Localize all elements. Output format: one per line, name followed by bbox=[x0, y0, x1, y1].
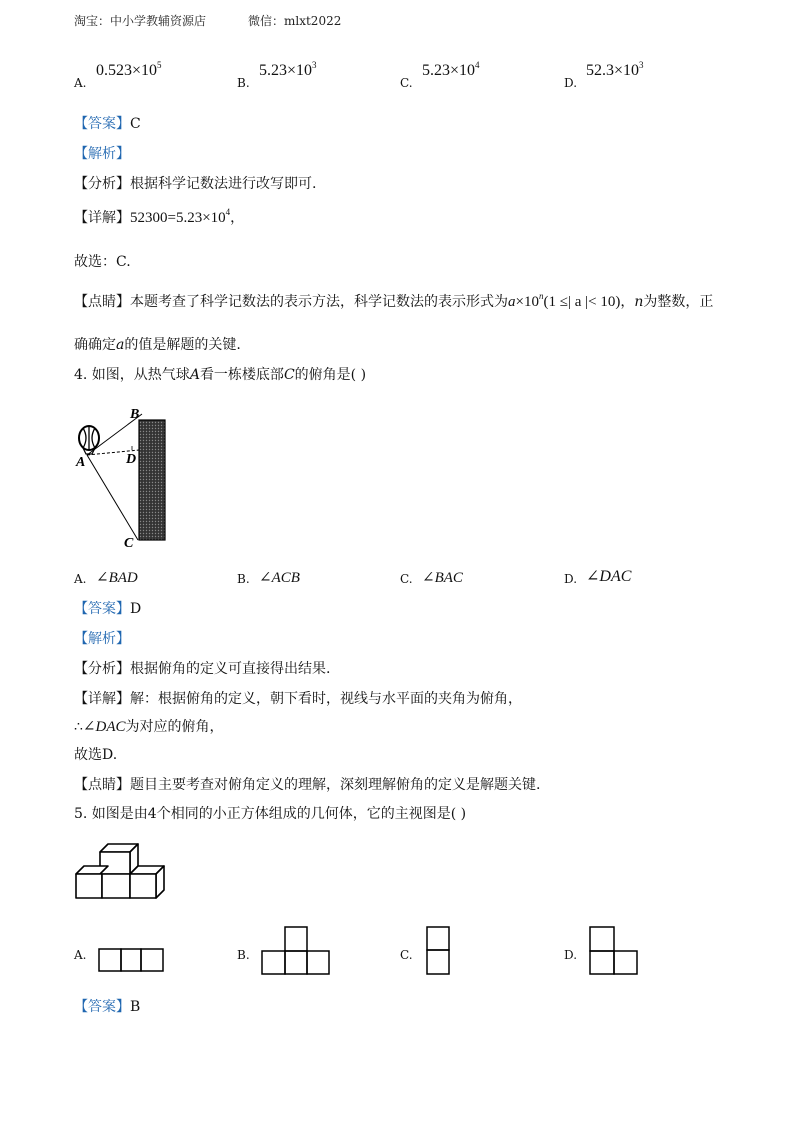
therefore-symbol: ∴ bbox=[74, 719, 83, 735]
q5-option-a-figure bbox=[98, 948, 166, 974]
q3-option-d-exp: 3 bbox=[639, 60, 644, 70]
q3-option-d-times: ×10 bbox=[614, 62, 640, 79]
q3-option-c-exp: 4 bbox=[475, 60, 480, 70]
label-c: C bbox=[124, 536, 134, 551]
q5-stem: 5. 如图是由4个相同的小正方体组成的几何体，它的主视图是( ) bbox=[74, 806, 467, 822]
q3-option-b-letter: B. bbox=[237, 76, 250, 90]
q3-dianjing-formula-paren: (1 ≤| a |< 10) bbox=[543, 294, 621, 310]
q3-option-c-letter: C. bbox=[400, 76, 413, 90]
q4-stem-c: C bbox=[283, 367, 295, 383]
answer-tag: 【答案】 bbox=[74, 116, 130, 132]
q3-option-d-value bbox=[586, 60, 644, 80]
q3-option-b-value bbox=[259, 60, 317, 80]
q3-fenxi-text: 根据科学记数法进行改写即可. bbox=[130, 176, 317, 192]
q4-fenxi bbox=[74, 658, 330, 678]
bottom-cube-3 bbox=[130, 874, 156, 898]
q3-dianjing-line2-pre: 确确定 bbox=[74, 337, 116, 353]
q4-option-b-letter: B. bbox=[237, 572, 250, 586]
q4-stem bbox=[74, 364, 366, 384]
q3-dianjing-pre: 本题考查了科学记数法的表示方法，科学记数法的表示形式为 bbox=[130, 294, 508, 310]
q3-xiangjie-expr-exp: 4 bbox=[225, 207, 231, 217]
q3-answer bbox=[74, 113, 141, 133]
q3-option-d-letter: D. bbox=[564, 76, 578, 90]
q3-option-c-times: ×10 bbox=[450, 62, 476, 79]
q5-cube-figure bbox=[72, 840, 172, 904]
header-wechat: 微信：mlxt2022 bbox=[248, 14, 342, 28]
q3-dianjing-line2-post: 的值是解题的关键. bbox=[124, 337, 241, 353]
q4-answer-value: D bbox=[130, 601, 142, 617]
q3-dianjing-line1 bbox=[74, 291, 713, 311]
bottom-cube-2 bbox=[102, 874, 130, 898]
q3-analysis-tag: 【解析】 bbox=[74, 146, 130, 162]
q3-option-a-letter: A. bbox=[74, 76, 87, 90]
q4-option-c-text: ∠BAC bbox=[422, 570, 463, 586]
q5-option-b-letter: B. bbox=[237, 948, 250, 962]
dianjing-tag: 【点睛】 bbox=[74, 777, 130, 793]
fenxi-tag: 【分析】 bbox=[74, 661, 130, 677]
q3-option-b-mantissa: 5.23 bbox=[259, 62, 287, 79]
header-shop: 淘宝：中小学教辅资源店 bbox=[74, 14, 207, 28]
q3-option-b-times: ×10 bbox=[287, 62, 313, 79]
building-rect bbox=[139, 420, 165, 540]
top-cube-front-face bbox=[100, 852, 130, 874]
q3-fenxi bbox=[74, 173, 316, 193]
q3-option-a-mantissa: 0.523 bbox=[96, 62, 132, 79]
q4-answer bbox=[74, 598, 141, 618]
q3-dianjing-formula-exp: n bbox=[538, 291, 544, 301]
q3-option-b-exp: 3 bbox=[312, 60, 317, 70]
q4-option-b-text: ∠ACB bbox=[259, 570, 300, 586]
q3-dianjing-formula-times: ×10 bbox=[515, 294, 539, 310]
bottom-cube-1 bbox=[76, 874, 102, 898]
q3-dianjing-formula bbox=[508, 291, 621, 310]
q4-option-a-letter: A. bbox=[74, 572, 87, 586]
label-d: D bbox=[126, 452, 137, 467]
q4-dianjing bbox=[74, 774, 540, 794]
q3-dianjing-post: 为整数，正 bbox=[643, 294, 714, 310]
q4-stem-post: 的俯角是( ) bbox=[294, 367, 367, 383]
q3-option-a-exp: 5 bbox=[157, 60, 162, 70]
q5-option-c-letter: C. bbox=[400, 948, 413, 962]
q5-option-d-letter: D. bbox=[564, 948, 578, 962]
q4-analysis-tag: 【解析】 bbox=[74, 631, 130, 647]
q3-option-c-value bbox=[422, 60, 480, 80]
q4-option-a-text: ∠BAD bbox=[96, 570, 138, 586]
q4-xiangjie bbox=[74, 688, 522, 708]
line-ac bbox=[87, 455, 138, 540]
q4-option-c-letter: C. bbox=[400, 572, 413, 586]
q3-xiangjie-expr-main: 52300=5.23×10 bbox=[130, 210, 226, 226]
xiangjie-tag: 【详解】 bbox=[74, 691, 130, 707]
q5-answer-value: B bbox=[130, 999, 141, 1015]
q4-stem-a: A bbox=[189, 367, 200, 383]
q4-figure bbox=[70, 400, 190, 560]
label-a: A bbox=[76, 455, 86, 470]
q3-option-a-times: ×10 bbox=[132, 62, 158, 79]
q3-option-d-mantissa: 52.3 bbox=[586, 62, 614, 79]
label-b: B bbox=[130, 407, 140, 422]
q4-stem-pre: 4. 如图，从热气球 bbox=[74, 367, 190, 383]
q5-option-d-figure bbox=[589, 926, 639, 976]
q3-dianjing-formula-a: a bbox=[508, 294, 516, 310]
q3-option-c-mantissa: 5.23 bbox=[422, 62, 450, 79]
q3-answer-value: C bbox=[130, 116, 141, 132]
fenxi-tag: 【分析】 bbox=[74, 176, 130, 192]
xiangjie-tag: 【详解】 bbox=[74, 210, 130, 226]
q3-xiangjie-expr bbox=[130, 207, 231, 226]
q4-xiangjie-text: 解：根据俯角的定义，朝下看时，视线与水平面的夹角为俯角， bbox=[130, 691, 522, 707]
q4-therefore bbox=[74, 716, 224, 736]
answer-tag: 【答案】 bbox=[74, 601, 130, 617]
q4-option-d-letter: D. bbox=[564, 572, 578, 586]
q3-dianjing-mid: ， bbox=[620, 294, 635, 310]
q3-conclusion: 故选：C. bbox=[74, 254, 131, 270]
q5-option-b-figure bbox=[261, 926, 331, 976]
q5-option-a-letter: A. bbox=[74, 948, 87, 962]
q4-dianjing-text: 题目主要考查对俯角定义的理解，深刻理解俯角的定义是解题关键. bbox=[130, 777, 541, 793]
q3-xiangjie-tail: ， bbox=[230, 210, 245, 226]
q3-option-a-value bbox=[96, 60, 162, 80]
answer-tag: 【答案】 bbox=[74, 999, 130, 1015]
dianjing-tag: 【点睛】 bbox=[74, 294, 130, 310]
q4-stem-mid: 看一栋楼底部 bbox=[199, 367, 284, 383]
q4-conclusion: 故选D. bbox=[74, 747, 118, 763]
q4-option-d-text: ∠DAC bbox=[586, 568, 632, 585]
q4-therefore-angle: ∠DAC bbox=[82, 719, 126, 735]
q3-xiangjie bbox=[74, 207, 244, 227]
q5-answer bbox=[74, 996, 140, 1016]
balloon-icon bbox=[79, 426, 99, 454]
q3-dianjing-n: n bbox=[634, 294, 644, 310]
q3-dianjing-line2 bbox=[74, 334, 241, 354]
q3-dianjing-line2-a: a bbox=[116, 337, 125, 353]
q4-fenxi-text: 根据俯角的定义可直接得出结果. bbox=[130, 661, 331, 677]
q4-therefore-post: 为对应的俯角， bbox=[125, 719, 224, 735]
q5-option-c-figure bbox=[426, 926, 452, 976]
